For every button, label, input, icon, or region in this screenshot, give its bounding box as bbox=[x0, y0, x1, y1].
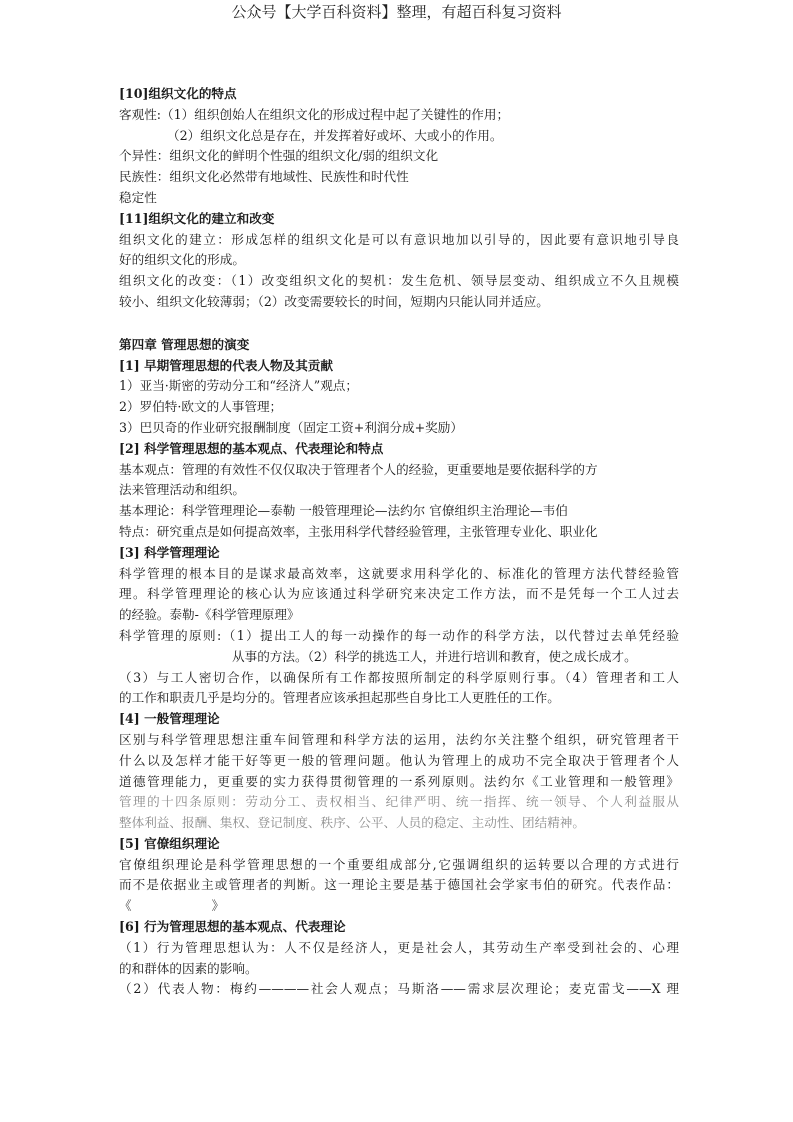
paragraph-line: （2）组织文化总是存在，并发挥着好或坏、大或小的作用。 bbox=[167, 127, 503, 143]
section-heading: [3] 科学管理理论 bbox=[119, 544, 220, 560]
section-heading: [5] 官僚组织理论 bbox=[119, 835, 220, 851]
document-body bbox=[119, 84, 679, 1000]
paragraph-line: 特点：研究重点是如何提高效率，主张用科学代替经验管理，主张管理专业化、职业化 bbox=[119, 523, 598, 539]
paragraph-line: （2）代表人物：梅约————社会人观点；马斯洛——需求层次理论；麦克雷戈——X 理 bbox=[119, 981, 679, 997]
section-heading: [6] 行为管理思想的基本观点、代表理论 bbox=[119, 919, 346, 935]
paragraph-line: 什么以及怎样才能干好等更一般的管理问题。他认为管理上的成功不完全取决于管理者个人 bbox=[119, 752, 679, 768]
paragraph-line: 基本观点：管理的有效性不仅仅取决于管理者个人的经验，更重要地是要依据科学的方 bbox=[119, 461, 598, 477]
paragraph-line: 的和群体的因素的影响。 bbox=[119, 960, 258, 976]
paragraph-line: 客观性:（1）组织创始人在组织文化的形成过程中起了关键性的作用； bbox=[119, 106, 510, 122]
section-heading: [2] 科学管理思想的基本观点、代表理论和特点 bbox=[119, 440, 384, 456]
page-header: 公众号【大学百科资料】整理，有超百科复习资料 bbox=[231, 3, 562, 21]
paragraph-line: 科学管理的根本目的是谋求最高效率，这就要求用科学化的、标准化的管理方法代替经验管 bbox=[119, 565, 679, 581]
spacer bbox=[119, 313, 679, 335]
section-heading: [11]组织文化的建立和改变 bbox=[119, 210, 275, 226]
paragraph-line: 法来管理活动和组织。 bbox=[119, 482, 245, 498]
paragraph-line: 科学管理的原则:（1）提出工人的每一动操作的每一动作的科学方法，以代替过去单凭经验 bbox=[119, 627, 679, 643]
paragraph-line: 较小、组织文化较薄弱；（2）改变需要较长的时间，短期内只能认同并适应。 bbox=[119, 293, 549, 309]
paragraph-line: 官僚组织理论是科学管理思想的一个重要组成部分,它强调组织的运转要以合理的方式进行 bbox=[119, 856, 679, 872]
chapter-title: 第四章 管理思想的演变 bbox=[119, 336, 250, 352]
paragraph-line: 而不是依据业主或管理者的判断。这一理论主要是基于德国社会学家韦伯的研究。代表作品： bbox=[119, 877, 679, 893]
paragraph-line: 区别与科学管理思想注重车间管理和科学方法的运用，法约尔关注整个组织，研究管理者干 bbox=[119, 731, 679, 747]
paragraph-line: 道德管理能力，更重要的实力获得贯彻管理的一系列原则。法约尔《工业管理和一般管理》 bbox=[119, 773, 679, 789]
section-heading: [4] 一般管理理论 bbox=[119, 711, 220, 727]
paragraph-line: 从事的方法。（2）科学的挑选工人，并进行培训和教育，使之成长成才。 bbox=[232, 648, 637, 664]
paragraph-line: 的经验。泰勒-《科学管理原理》 bbox=[119, 607, 300, 623]
list-item: 3）巴贝奇的作业研究报酬制度（固定工资+利润分成+奖励） bbox=[119, 419, 463, 435]
paragraph-line: 理。科学管理理论的核心认为应该通过科学研究来决定工作方法，而不是凭每一个工人过去 bbox=[119, 586, 679, 602]
paragraph-line: 民族性：组织文化必然带有地域性、民族性和时代性 bbox=[119, 169, 409, 185]
paragraph-line: 整体利益、报酬、集权、登记制度、秩序、公平、人员的稳定、主动性、团结精神。 bbox=[119, 815, 585, 831]
list-item: 2）罗伯特·欧文的人事管理； bbox=[119, 399, 283, 415]
section-heading: [1] 早期管理思想的代表人物及其贡献 bbox=[119, 357, 333, 373]
paragraph-line: 稳定性 bbox=[119, 189, 157, 205]
paragraph-line: 组织文化的建立：形成怎样的组织文化是可以有意识地加以引导的，因此要有意识地引导良 bbox=[119, 231, 679, 247]
paragraph-line: （1）行为管理思想认为：人不仅是经济人，更是社会人，其劳动生产率受到社会的、心理 bbox=[119, 939, 679, 955]
paragraph-line: 个异性：组织文化的鲜明个性强的组织文化/弱的组织文化 bbox=[119, 148, 439, 164]
list-item: 1）亚当·斯密的劳动分工和“经济人”观点； bbox=[119, 378, 358, 394]
paragraph-line: （3）与工人密切合作，以确保所有工作都按照所制定的科学原则行事。（4）管理者和工人 bbox=[119, 669, 679, 685]
paragraph-line: 《 》 bbox=[119, 898, 225, 914]
paragraph-line: 的工作和职责几乎是均分的。管理者应该承担起那些自身比工人更胜任的工作。 bbox=[119, 690, 560, 706]
paragraph-line: 基本理论：科学管理理论—泰勒 一般管理理论—法约尔 官僚组织主治理论—韦伯 bbox=[119, 503, 568, 519]
paragraph-line: 好的组织文化的形成。 bbox=[119, 252, 245, 268]
section-heading: [10]组织文化的特点 bbox=[119, 86, 237, 101]
paragraph-line: 管理的十四条原则：劳动分工、责权相当、纪律严明、统一指挥、统一领导、个人利益服从 bbox=[119, 794, 679, 810]
paragraph-line: 组织文化的改变：（1）改变组织文化的契机：发生危机、领导层变动、组织成立不久且规模 bbox=[119, 273, 679, 289]
